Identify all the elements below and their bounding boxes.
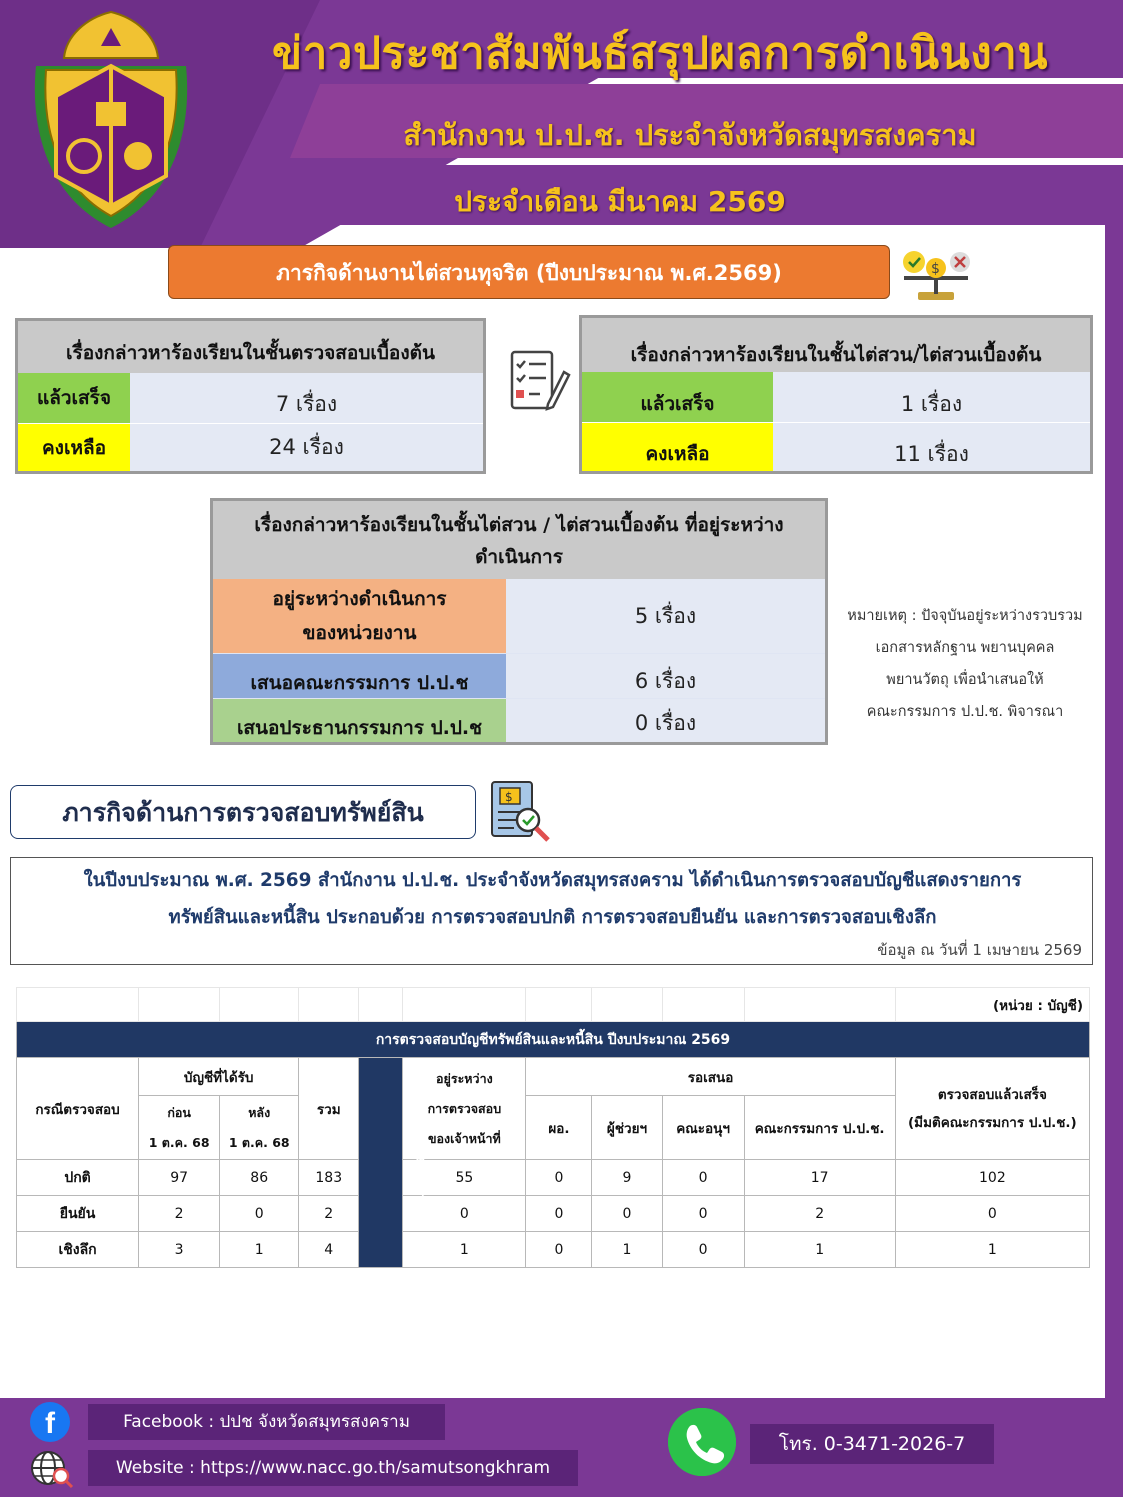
col-case-header: กรณีตรวจสอบ: [17, 1058, 139, 1160]
row-director: 0: [526, 1160, 592, 1196]
before-header-line1: ก่อน: [167, 1104, 191, 1120]
row-case: เชิงลึก: [17, 1232, 139, 1268]
propose-committee-label: เสนอคณะกรรมการ ป.ป.ช: [213, 654, 506, 698]
row-after: 1: [220, 1232, 299, 1268]
remark-note: [836, 600, 1094, 728]
row-assistant: 1: [592, 1232, 662, 1268]
row-total: 2: [299, 1196, 359, 1232]
col-status-header: [359, 1058, 429, 1268]
right-decor-strip: [1105, 225, 1123, 1400]
row-completed: 0: [895, 1196, 1089, 1232]
row-after: 0: [220, 1196, 299, 1232]
status-header-text: สถานะการดำเนินการ: [413, 1101, 429, 1224]
inquiry-title: เรื่องกล่าวหาร้องเรียนในชั้นไต่สวน/ไต่สวนเบื้องต้น: [582, 318, 1090, 372]
row-before: 97: [139, 1160, 220, 1196]
preliminary-done-label: แล้วเสร็จ: [18, 373, 130, 423]
row-committee: 2: [744, 1196, 895, 1232]
website-link[interactable]: Website : https://www.nacc.go.th/samutsongkhram: [88, 1450, 578, 1486]
nacc-emblem: [26, 6, 196, 234]
preliminary-done-value: 7 เรื่อง: [130, 373, 483, 423]
row-subcommittee: 0: [662, 1196, 744, 1232]
inquiry-remaining-value: 11 เรื่อง: [773, 423, 1090, 471]
row-committee: 17: [744, 1160, 895, 1196]
col-pending-header: รอเสนอ: [526, 1058, 895, 1096]
in-progress-title-line1: เรื่องกล่าวหาร้องเรียนในชั้นไต่สวน / ไต่สวนเบื้องต้น ที่อยู่ระหว่าง: [254, 514, 784, 536]
completed-header-line1: ตรวจสอบแล้วเสร็จ: [937, 1086, 1047, 1103]
phone-icon[interactable]: [668, 1408, 736, 1476]
office-name: สำนักงาน ป.ป.ช. ประจำจังหวัดสมุทรสงคราม: [403, 118, 977, 152]
col-committee-header: คณะกรรมการ ป.ป.ช.: [744, 1096, 895, 1160]
row-subcommittee: 0: [662, 1160, 744, 1196]
propose-chairman-value: 0 เรื่อง: [506, 699, 825, 742]
row-before: 2: [139, 1196, 220, 1232]
after-header-line1: หลัง: [248, 1104, 271, 1120]
row-total: 4: [299, 1232, 359, 1268]
row-total: 183: [299, 1160, 359, 1196]
page-title: ข่าวประชาสัมพันธ์สรุปผลการดำเนินงาน: [272, 28, 1048, 79]
asset-summary-line1: ในปีงบประมาณ พ.ศ. 2569 สำนักงาน ป.ป.ช. ประจำจังหวัดสมุทรสงคราม ได้ดำเนินการตรวจสอบบัญชีแสดงรายการ: [83, 870, 1022, 891]
asset-summary-text: [21, 862, 1084, 936]
in-progress-title: [213, 501, 825, 579]
in-progress-agency-label-line2: ของหน่วยงาน: [302, 622, 417, 644]
row-subcommittee: 0: [662, 1232, 744, 1268]
row-completed: 102: [895, 1160, 1089, 1196]
row-director: 0: [526, 1196, 592, 1232]
col-director-header: ผอ.: [526, 1096, 592, 1160]
in-progress-title-line2: ดำเนินการ: [475, 546, 563, 568]
col-total-header: รวม: [299, 1058, 359, 1160]
inquiry-done-label: แล้วเสร็จ: [582, 372, 773, 422]
col-completed-header: [895, 1058, 1089, 1160]
row-completed: 1: [895, 1232, 1089, 1268]
row-assistant: 9: [592, 1160, 662, 1196]
row-committee: 1: [744, 1232, 895, 1268]
report-month: ประจำเดือน มีนาคม 2569: [454, 185, 786, 218]
balance-scale-icon: [898, 248, 974, 304]
facebook-link[interactable]: Facebook : ปปช จังหวัดสมุทรสงคราม: [88, 1404, 445, 1440]
row-case: ปกติ: [17, 1160, 139, 1196]
officer-header-line3: ของเจ้าหน้าที่: [427, 1130, 501, 1146]
in-progress-box: [210, 498, 828, 745]
col-received-header: บัญชีที่ได้รับ: [139, 1058, 299, 1096]
inquiry-remaining-label: คงเหลือ: [582, 423, 773, 471]
row-case: ยืนยัน: [17, 1196, 139, 1232]
remark-line2: เอกสารหลักฐาน พยานบุคคล: [875, 640, 1055, 656]
propose-committee-value: 6 เรื่อง: [506, 654, 825, 698]
row-officer: 1: [403, 1232, 526, 1268]
remark-line4: คณะกรรมการ ป.ป.ช. พิจารณา: [866, 704, 1064, 720]
officer-header-line1: อยู่ระหว่าง: [436, 1070, 493, 1086]
checklist-document-icon: [506, 348, 570, 414]
data-date: ข้อมูล ณ วันที่ 1 เมษายน 2569: [877, 941, 1082, 959]
anti-corruption-banner: ภารกิจด้านงานไต่สวนทุจริต (ปีงบประมาณ พ.ศ.2569): [168, 245, 890, 299]
row-after: 86: [220, 1160, 299, 1196]
phone-number[interactable]: โทร. 0-3471-2026-7: [750, 1424, 994, 1464]
asset-audit-table: [16, 987, 1090, 1268]
col-before-header: [139, 1096, 220, 1160]
svg-text:$: $: [931, 261, 940, 277]
preliminary-remaining-label: คงเหลือ: [18, 424, 130, 471]
svg-text:$: $: [505, 790, 513, 804]
preliminary-check-title: เรื่องกล่าวหาร้องเรียนในชั้นตรวจสอบเบื้องต้น: [18, 321, 483, 373]
table-row: [17, 1196, 1090, 1232]
asset-check-banner: ภารกิจด้านการตรวจสอบทรัพย์สิน: [10, 785, 476, 839]
table-title: การตรวจสอบบัญชีทรัพย์สินและหนี้สิน ปีงบประมาณ 2569: [17, 1022, 1090, 1058]
globe-search-icon[interactable]: [30, 1448, 74, 1488]
propose-chairman-label: เสนอประธานกรรมการ ป.ป.ช: [213, 699, 506, 742]
remark-line3: พยานวัตถุ เพื่อนำเสนอให้: [886, 672, 1044, 688]
in-progress-agency-label: [213, 579, 506, 653]
preliminary-remaining-value: 24 เรื่อง: [130, 424, 483, 471]
officer-header-line2: การตรวจสอบ: [427, 1100, 502, 1116]
in-progress-agency-value: 5 เรื่อง: [506, 579, 825, 653]
inquiry-box: [579, 315, 1093, 474]
row-officer: 55: [403, 1160, 526, 1196]
completed-header-line2: (มีมติคณะกรรมการ ป.ป.ช.): [908, 1114, 1077, 1131]
after-header-line2: 1 ต.ค. 68: [228, 1134, 290, 1150]
unit-label: (หน่วย : บัญชี): [895, 988, 1089, 1022]
col-assistant-header: ผู้ช่วยฯ: [592, 1096, 662, 1160]
table-row: [17, 1232, 1090, 1268]
facebook-icon[interactable]: f: [30, 1402, 70, 1442]
row-director: 0: [526, 1232, 592, 1268]
in-progress-agency-label-line1: อยู่ระหว่างดำเนินการ: [272, 588, 447, 610]
remark-line1: หมายเหตุ : ปัจจุบันอยู่ระหว่างรวบรวม: [847, 608, 1083, 624]
asset-summary-line2: ทรัพย์สินและหนี้สิน ประกอบด้วย การตรวจสอบปกติ การตรวจสอบยืนยัน และการตรวจสอบเชิงลึก: [168, 907, 937, 928]
asset-audit-icon: [488, 780, 554, 842]
col-subcommittee-header: คณะอนุฯ: [662, 1096, 744, 1160]
inquiry-done-value: 1 เรื่อง: [773, 372, 1090, 422]
before-header-line2: 1 ต.ค. 68: [148, 1134, 210, 1150]
row-assistant: 0: [592, 1196, 662, 1232]
asset-summary-box: [10, 857, 1093, 965]
table-row: [17, 1160, 1090, 1196]
preliminary-check-box: [15, 318, 486, 474]
col-after-header: [220, 1096, 299, 1160]
row-before: 3: [139, 1232, 220, 1268]
row-officer: 0: [403, 1196, 526, 1232]
